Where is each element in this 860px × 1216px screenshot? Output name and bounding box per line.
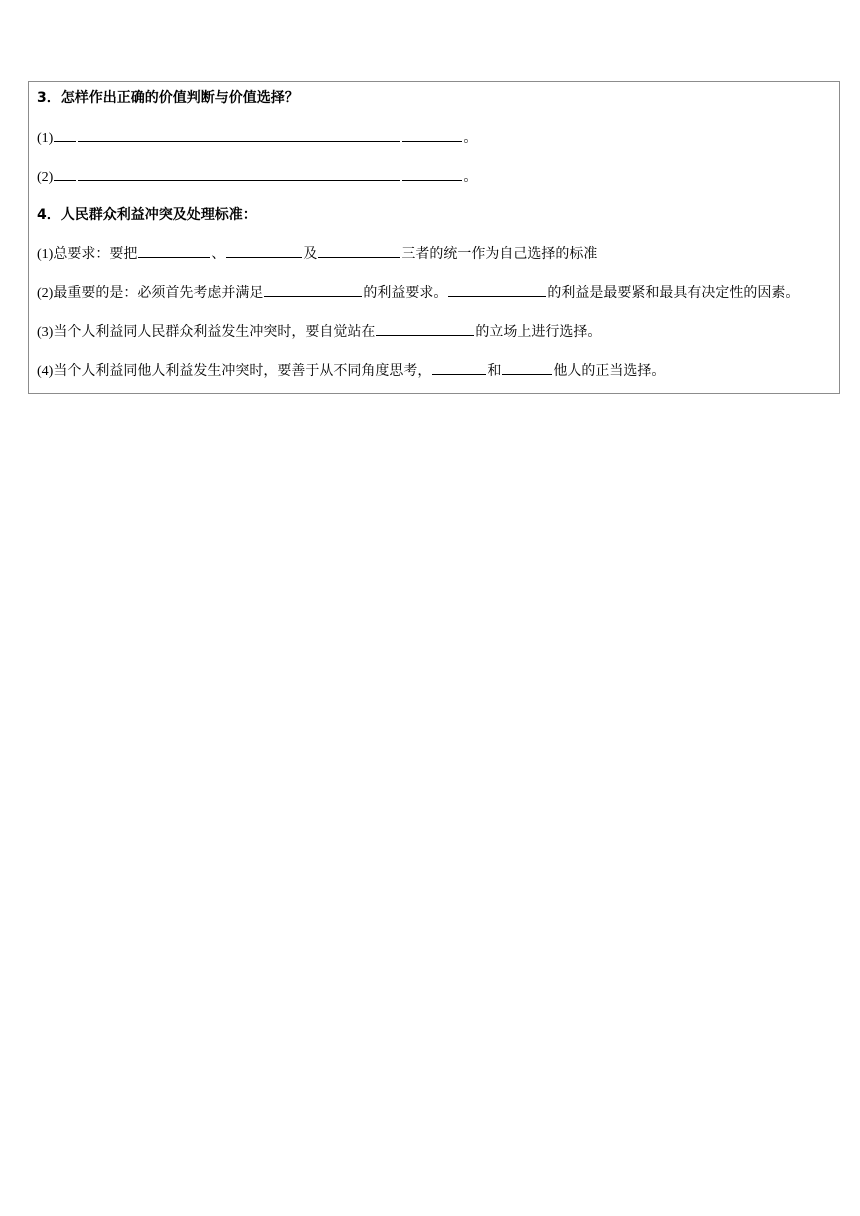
answer-blank[interactable]	[432, 360, 486, 375]
item-text: 当个人利益同人民群众利益发生冲突时，要自觉站在	[53, 324, 376, 340]
answer-blank[interactable]	[502, 360, 552, 375]
question-4-item-3	[37, 321, 835, 343]
answer-blank[interactable]	[138, 243, 210, 258]
item-number: (3)	[37, 325, 54, 340]
answer-blank[interactable]	[78, 127, 400, 142]
item-text: 最重要的是：必须首先考虑并满足	[53, 285, 264, 301]
question-3-heading-text: 3．怎样作出正确的价值判断与价值选择？	[37, 90, 299, 106]
period-mark: 。	[463, 169, 478, 185]
item-text: 的立场上进行选择。	[475, 324, 602, 340]
answer-blank[interactable]	[54, 127, 76, 142]
item-text: 三者的统一作为自己选择的标准	[401, 246, 598, 262]
item-text: 、	[211, 246, 226, 262]
item-text: 和	[487, 363, 502, 379]
question-4-item-2	[37, 282, 835, 304]
question-4-item-1	[37, 243, 835, 265]
answer-blank[interactable]	[402, 166, 462, 181]
answer-blank[interactable]	[78, 166, 400, 181]
answer-blank[interactable]	[402, 127, 462, 142]
question-4-heading	[37, 205, 835, 226]
item-text: 及	[303, 246, 318, 262]
question-3-heading	[37, 88, 835, 109]
item-number: (1)	[37, 247, 54, 262]
item-text: 他人的正当选择。	[553, 363, 666, 379]
answer-blank[interactable]	[376, 321, 474, 336]
worksheet-box	[28, 81, 840, 394]
item-number: (2)	[37, 170, 54, 185]
answer-blank[interactable]	[264, 282, 362, 297]
item-text: 当个人利益同他人利益发生冲突时，要善于从不同角度思考，	[53, 363, 432, 379]
item-number: (4)	[37, 364, 54, 379]
item-text: 总要求：要把	[53, 246, 138, 262]
question-3-item-2	[37, 166, 835, 188]
answer-blank[interactable]	[448, 282, 546, 297]
answer-blank[interactable]	[318, 243, 400, 258]
answer-blank[interactable]	[54, 166, 76, 181]
item-text: 的利益要求。	[363, 285, 448, 301]
question-4-heading-text: 4．人民群众利益冲突及处理标准：	[37, 207, 257, 223]
item-number: (2)	[37, 286, 54, 301]
item-text: 的利益是最要紧和最具有决定性的因素。	[547, 285, 800, 301]
question-4-item-4	[37, 360, 835, 382]
item-number: (1)	[37, 131, 54, 146]
period-mark: 。	[463, 130, 478, 146]
answer-blank[interactable]	[226, 243, 302, 258]
question-3-item-1	[37, 127, 835, 149]
